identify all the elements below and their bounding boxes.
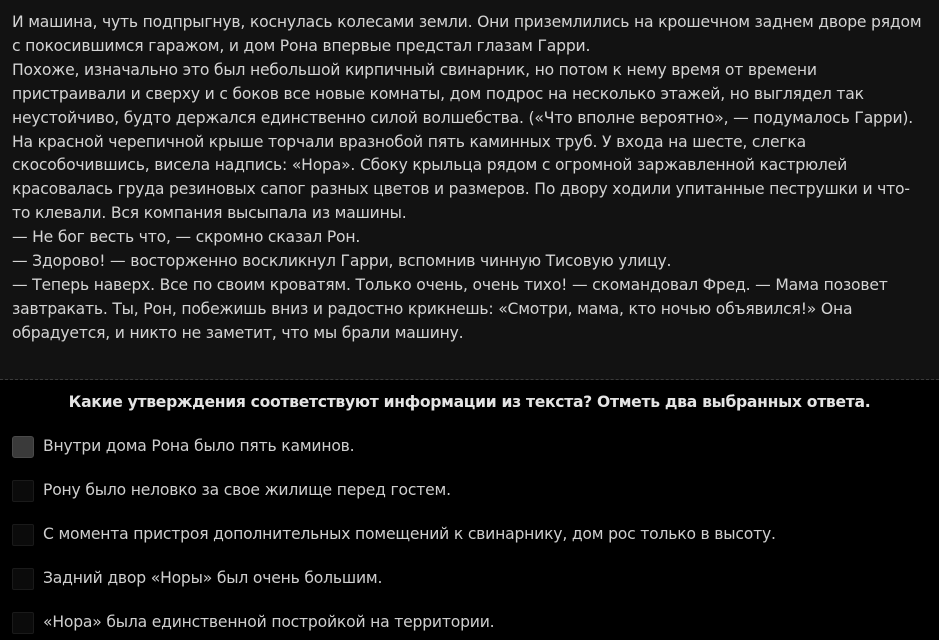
question-prompt: Какие утверждения соответствуют информации из текста? Отметь два выбранных ответа. <box>68 393 871 411</box>
passage-paragraph: — Теперь наверх. Все по своим кроватям. Только очень, очень тихо! — скомандовал Фред. — Мама позовет завтракать. Ты, Рон, побежишь вниз и радостно крикнешь: «Смотри, мама, кто ночью объявился!» Она обрадуется, и никто не заметит, что мы брали машину. <box>12 275 888 342</box>
answer-option-3[interactable] <box>0 518 939 552</box>
answer-checkbox[interactable] <box>12 480 34 502</box>
answer-label: Внутри дома Рона было пять каминов. <box>43 437 355 455</box>
answer-option-2[interactable] <box>0 474 939 508</box>
answer-option-4[interactable] <box>0 562 939 596</box>
passage-paragraph: Похоже, изначально это был небольшой кирпичный свинарник, но потом к нему время от времени пристраивали и сверху и с боков все новые комнаты, дом подрос на несколько этажей, но выглядел так неустойчиво, будто держался единственно силой волшебства. («Что вполне вероятно», — подумалось Гарри). <box>12 60 914 127</box>
passage-paragraph: И машина, чуть подпрыгнув, коснулась колесами земли. Они приземлились на крошечном заднем дворе рядом с покосившимся гаражом, и дом Рона впервые предстал глазам Гарри. <box>12 13 922 55</box>
answer-label: «Нора» была единственной постройкой на территории. <box>43 613 495 631</box>
answer-checkbox[interactable] <box>12 524 34 546</box>
passage-paragraph: — Не бог весть что, — скромно сказал Рон. <box>12 228 361 247</box>
passage-paragraph: — Здорово! — восторженно воскликнул Гарри, вспомнив чинную Тисовую улицу. <box>12 252 672 271</box>
answer-checkbox[interactable] <box>12 612 34 634</box>
answer-label: Рону было неловко за свое жилище перед гостем. <box>43 481 451 499</box>
answer-checkbox[interactable] <box>12 436 34 458</box>
answer-option-5[interactable] <box>0 606 939 640</box>
passage-paragraph: На красной черепичной крыше торчали вразнобой пять каминных труб. У входа на шесте, слегка скособочившись, висела надпись: «Нора». Сбоку крыльца рядом с огромной заржавленной кастрюлей красовалась груда резиновых сапог разных цветов и размеров. По двору ходили упитанные пеструшки и что-то клевали. Вся компания высыпала из машины. <box>12 132 910 223</box>
answer-option-1[interactable] <box>0 430 939 464</box>
answer-label: С момента пристроя дополнительных помещений к свинарнику, дом рос только в высоту. <box>43 525 776 543</box>
answer-label: Задний двор «Норы» был очень большим. <box>43 569 383 587</box>
answer-checkbox[interactable] <box>12 568 34 590</box>
